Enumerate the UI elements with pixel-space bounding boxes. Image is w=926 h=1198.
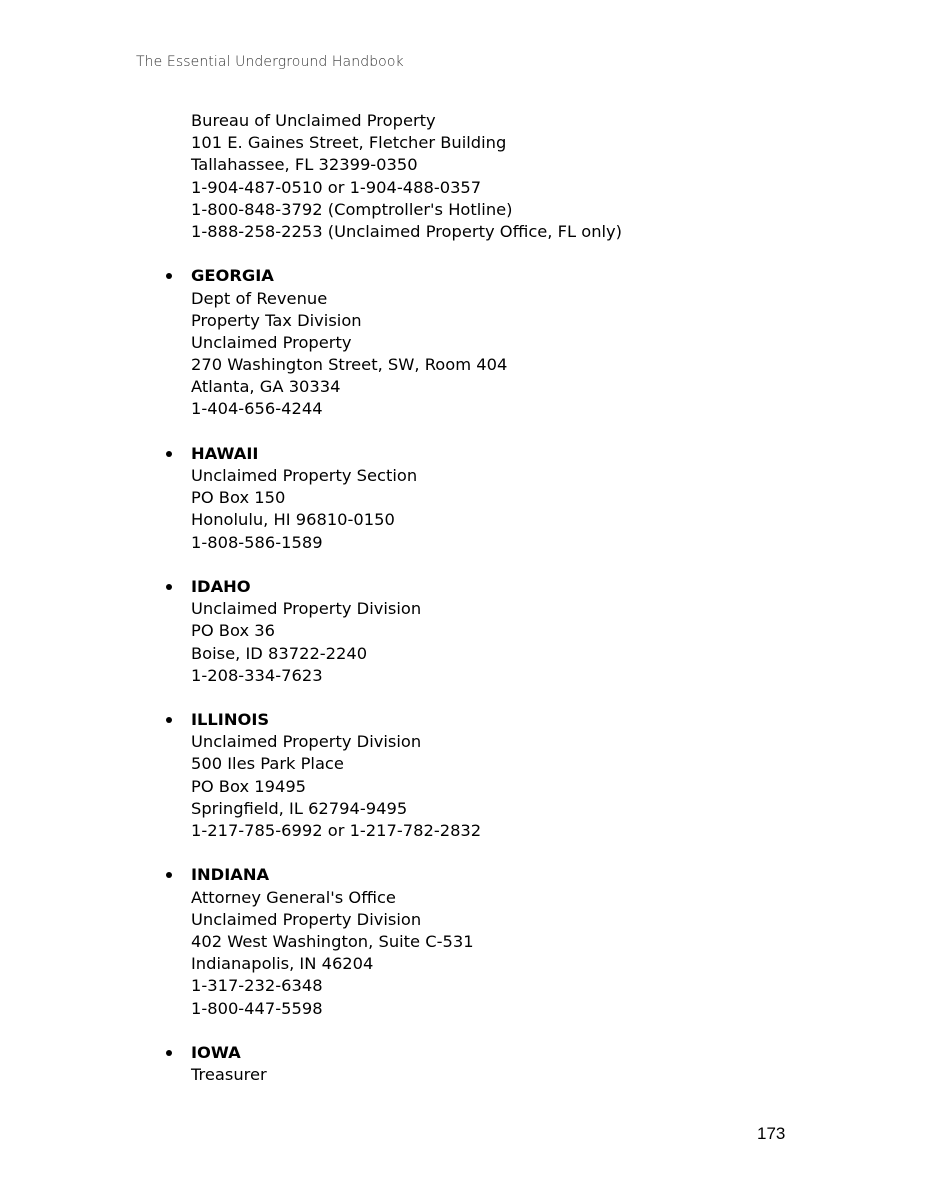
entry-line: Dept of Revenue — [191, 288, 328, 308]
entry-line: Unclaimed Property — [191, 332, 352, 352]
entry-line: Attorney General's Office — [191, 887, 396, 907]
state-entry-illinois — [0, 709, 926, 842]
state-heading — [191, 1042, 926, 1064]
state-heading — [191, 864, 926, 886]
bullet-icon — [166, 584, 172, 590]
phone-line: 1-904-487-0510 or 1-904-488-0357 — [191, 177, 482, 197]
entry-line: Property Tax Division — [191, 310, 362, 330]
entry-line: 1-208-334-7623 — [191, 665, 323, 685]
phone-line: 1-888-258-2253 (Unclaimed Property Office, FL only) — [191, 221, 623, 241]
state-heading — [191, 576, 926, 598]
bullet-icon — [166, 1050, 172, 1056]
state-heading — [191, 265, 926, 287]
state-heading — [191, 709, 926, 731]
state-name: ILLINOIS — [191, 710, 270, 730]
entry-line: 270 Washington Street, SW, Room 404 — [191, 355, 508, 375]
state-entry-iowa — [0, 1042, 926, 1086]
entry-line: Indianapolis, IN 46204 — [191, 954, 374, 974]
entry-line: Unclaimed Property Division — [191, 599, 422, 619]
entry-line: 500 Iles Park Place — [191, 754, 344, 774]
entry-line: Unclaimed Property Division — [191, 732, 422, 752]
address-line: 101 E. Gaines Street, Fletcher Building — [191, 133, 507, 153]
spacer — [0, 1020, 926, 1042]
entry-line: Treasurer — [191, 1065, 267, 1085]
running-header: The Essential Underground Handbook — [136, 54, 404, 70]
entry-line: PO Box 36 — [191, 621, 275, 641]
spacer — [0, 421, 926, 443]
entry-line: 1-808-586-1589 — [191, 532, 323, 552]
spacer — [0, 243, 926, 265]
entry-line: PO Box 19495 — [191, 776, 307, 796]
bullet-icon — [166, 872, 172, 878]
address-line: Bureau of Unclaimed Property — [191, 111, 436, 130]
state-entry-hawaii — [0, 443, 926, 554]
entry-line: Atlanta, GA 30334 — [191, 377, 341, 397]
state-name: GEORGIA — [191, 266, 274, 286]
entry-line: Unclaimed Property Section — [191, 466, 418, 485]
spacer — [0, 842, 926, 864]
state-entry-idaho — [0, 576, 926, 687]
state-name: IDAHO — [191, 576, 251, 596]
entry-line: 402 West Washington, Suite C-531 — [191, 931, 474, 951]
state-entry-indiana — [0, 864, 926, 1019]
spacer — [0, 554, 926, 576]
page-content — [0, 110, 926, 1086]
entry-line: PO Box 150 — [191, 488, 286, 508]
state-name: HAWAII — [191, 443, 259, 463]
bullet-icon — [166, 273, 172, 279]
spacer — [0, 687, 926, 709]
bullet-icon — [166, 451, 172, 457]
bullet-icon — [166, 717, 172, 723]
address-line: Tallahassee, FL 32399-0350 — [191, 155, 418, 175]
entry-line: Boise, ID 83722-2240 — [191, 643, 368, 663]
entry-line: 1-800-447-5598 — [191, 998, 323, 1018]
state-entry-georgia — [0, 265, 926, 420]
intro-address-block — [0, 110, 926, 243]
page-number: 173 — [757, 1124, 786, 1143]
entry-line: Unclaimed Property Division — [191, 909, 422, 929]
entry-line: 1-217-785-6992 or 1-217-782-2832 — [191, 821, 482, 840]
entry-line: Springfield, IL 62794-9495 — [191, 798, 408, 818]
state-name: INDIANA — [191, 865, 270, 885]
entry-line: Honolulu, HI 96810-0150 — [191, 510, 395, 530]
entry-line: 1-317-232-6348 — [191, 976, 323, 996]
state-heading — [191, 443, 926, 465]
phone-line: 1-800-848-3792 (Comptroller's Hotline) — [191, 199, 513, 219]
state-name: IOWA — [191, 1042, 241, 1062]
entry-line: 1-404-656-4244 — [191, 399, 323, 419]
